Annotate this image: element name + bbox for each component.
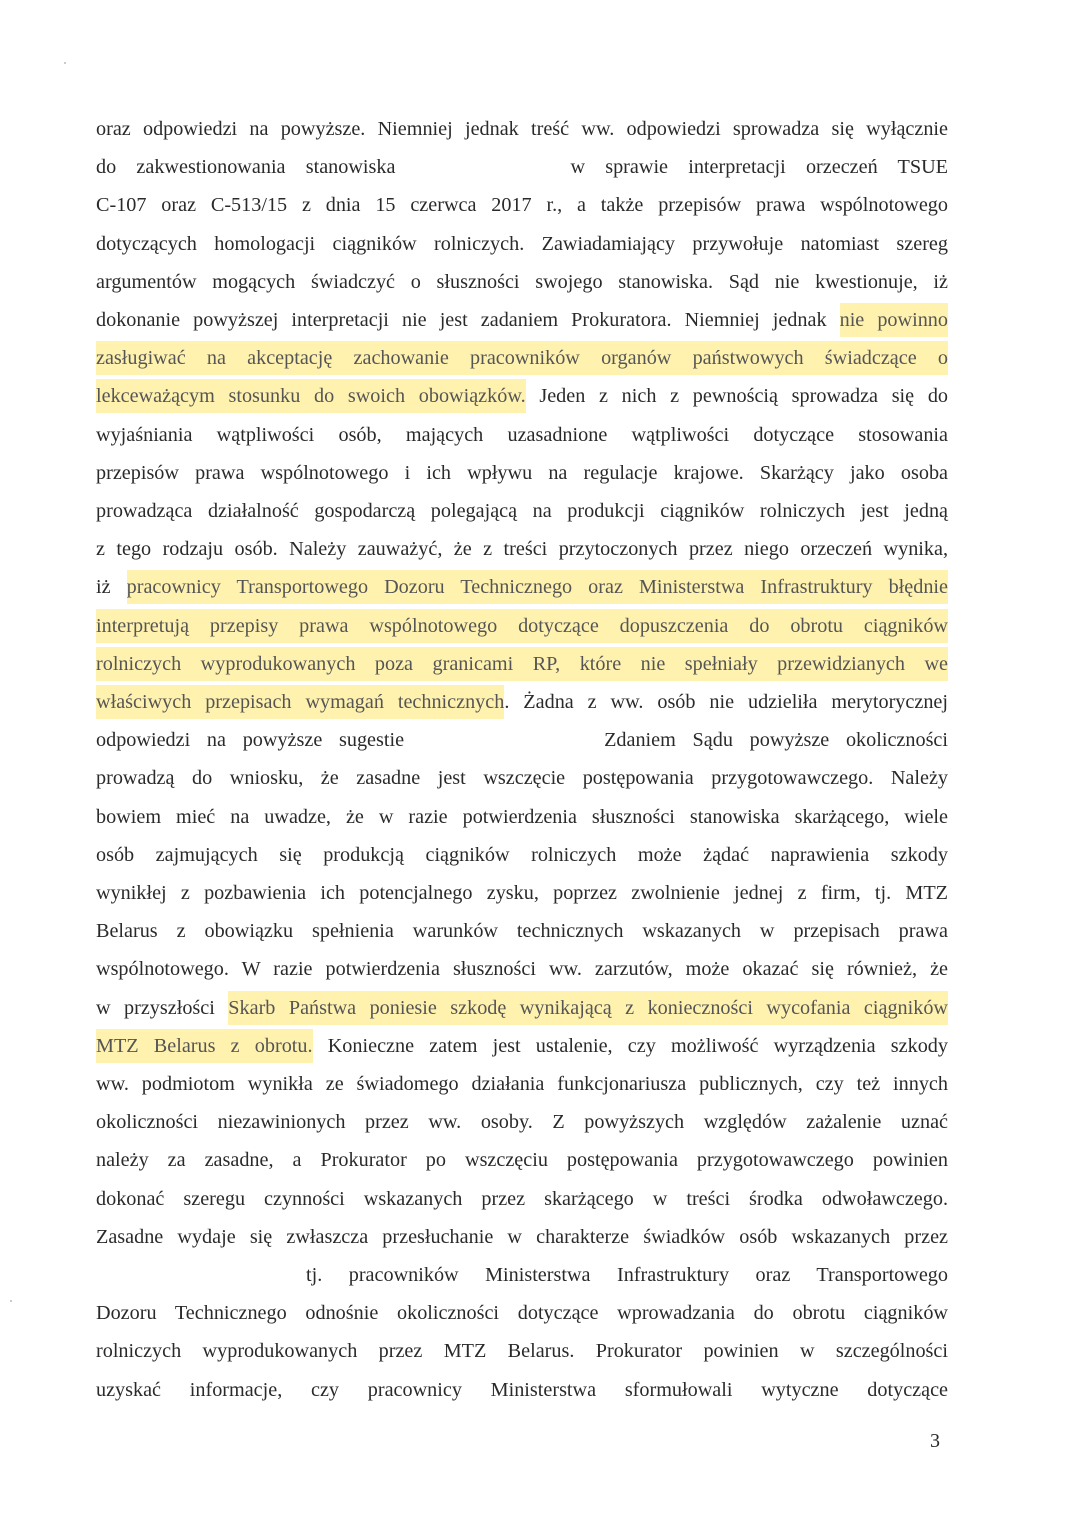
text-run: C-107 oraz C-513/15 z dnia 15 czerwca 2017 r., a także przepisów prawa wspólnotowego <box>96 194 948 217</box>
highlighted-text: nie powinno <box>840 303 948 337</box>
text-line <box>96 460 948 486</box>
text-run: należy za zasadne, a Prokurator po wszczęciu postępowania przygotowawczego powinien <box>96 1149 948 1172</box>
text-line <box>96 1377 948 1403</box>
text-line <box>96 1186 948 1212</box>
scan-speck <box>10 1300 12 1302</box>
highlighted-text: lekceważącym stosunku do swoich obowiązków. <box>96 379 526 413</box>
text-line <box>96 689 948 715</box>
text-run: osób zajmujących się produkcją ciągników rolniczych może żądać naprawienia szkody <box>96 843 948 866</box>
highlighted-text: interpretują przepisy prawa wspólnotowego dotyczące dopuszczenia do obrotu ciągników <box>96 609 948 643</box>
text-line <box>96 307 948 333</box>
text-line <box>96 956 948 982</box>
text-run: w sprawie interpretacji orzeczeń TSUE <box>570 156 948 179</box>
highlighted-text: rolniczych wyprodukowanych poza granicami RP, które nie spełniały przewidzianych we <box>96 647 948 681</box>
text-run: do zakwestionowania stanowiska <box>96 156 396 179</box>
text-run: ww. podmiotom wynikła ze świadomego działania funkcjonariusza publicznych, czy też innych <box>96 1073 948 1095</box>
highlighted-text: pracownicy Transportowego Dozoru Technicznego oraz Ministerstwa Infrastruktury błędnie <box>127 570 948 604</box>
text-run: okoliczności niezawinionych przez ww. osoby. Z powyższych względów zażalenie uznać <box>96 1111 948 1134</box>
text-run: Dozoru Technicznego odnośnie okoliczności dotyczące wprowadzania do obrotu ciągników <box>96 1302 948 1325</box>
highlighted-text: Skarb Państwa poniesie szkodę wynikającą z konieczności wycofania ciągników <box>228 991 948 1025</box>
text-line <box>96 1147 948 1173</box>
text-line <box>96 995 948 1021</box>
scan-speck <box>64 62 66 64</box>
text-run: prowadzą do wniosku, że zasadne jest wszczęcie postępowania przygotowawczego. Należy <box>96 767 948 790</box>
text-run: w przyszłości <box>96 996 229 1019</box>
text-run: iż <box>96 576 127 599</box>
text-run: Belarus z obowiązku spełnienia warunków technicznych wskazanych w przepisach prawa <box>96 920 948 943</box>
highlighted-text: zasługiwać na akceptację zachowanie pracowników organów państwowych świadczące o <box>96 341 948 375</box>
text-line <box>96 1033 948 1059</box>
text-line <box>96 498 948 524</box>
text-line <box>96 1071 948 1097</box>
text-run: uzyskać informacje, czy pracownicy Ministerstwa sformułowali wytyczne dotyczące <box>96 1378 948 1401</box>
text-line <box>96 574 948 600</box>
text-run: prowadząca działalność gospodarczą polegającą na produkcji ciągników rolniczych jest jedną <box>96 500 948 522</box>
text-run: wspólnotowego. W razie potwierdzenia słuszności ww. zarzutów, może okazać się również, że <box>96 958 948 981</box>
text-line <box>96 422 948 448</box>
text-line <box>96 842 948 868</box>
text-run: dotyczących homologacji ciągników rolniczych. Zawiadamiający przywołuje natomiast szereg <box>96 232 948 255</box>
text-line <box>96 1224 948 1250</box>
text-line <box>96 727 948 753</box>
text-line <box>96 154 948 180</box>
text-line <box>96 116 948 142</box>
highlighted-text: właściwych przepisach wymagań technicznych <box>96 685 504 719</box>
text-run: z tego rodzaju osób. Należy zauważyć, że z treści przytoczonych przez niego orzeczeń wynika, <box>96 538 948 561</box>
text-run: Zasadne wydaje się zwłaszcza przesłuchanie w charakterze świadków osób wskazanych przez <box>96 1225 948 1248</box>
text-line <box>96 269 948 295</box>
text-line <box>96 383 948 409</box>
text-line <box>96 651 948 677</box>
text-line <box>96 345 948 371</box>
highlighted-text: MTZ Belarus z obrotu. <box>96 1029 313 1063</box>
text-run: oraz odpowiedzi na powyższe. Niemniej jednak treść ww. odpowiedzi sprowadza się wyłącznie <box>96 118 948 140</box>
text-run: dokonanie powyższej interpretacji nie jest zadaniem Prokuratora. Niemniej jednak <box>96 309 840 331</box>
text-run: odpowiedzi na powyższe sugestie <box>96 729 405 752</box>
text-line <box>96 804 948 830</box>
text-line <box>96 192 948 218</box>
text-run: Konieczne zatem jest ustalenie, czy możliwość wyrządzenia szkody <box>312 1034 948 1057</box>
text-run: tj. pracowników Ministerstwa Infrastruktury oraz Transportowego <box>306 1264 948 1286</box>
text-run: argumentów mogących świadczyć o słuszności swojego stanowiska. Sąd nie kwestionuje, iż <box>96 270 948 293</box>
text-line <box>96 1109 948 1135</box>
text-run: Zdaniem Sądu powyższe okoliczności <box>604 729 948 752</box>
text-line <box>96 1262 948 1288</box>
text-line <box>96 1338 948 1364</box>
text-run: przepisów prawa wspólnotowego i ich wpływu na regulacje krajowe. Skarżący jako osoba <box>96 461 948 484</box>
text-line <box>96 613 948 639</box>
text-line <box>96 1300 948 1326</box>
text-run: Jeden z nich z pewnością sprowadza się do <box>525 385 949 408</box>
text-line <box>96 880 948 906</box>
text-run: rolniczych wyprodukowanych przez MTZ Belarus. Prokurator powinien w szczególności <box>96 1340 948 1363</box>
text-run: . Żadna z ww. osób nie udzieliła merytorycznej <box>504 691 948 713</box>
text-line <box>96 765 948 791</box>
text-line <box>96 536 948 562</box>
text-run: bowiem mieć na uwadze, że w razie potwierdzenia słuszności stanowiska skarżącego, wiele <box>96 805 948 828</box>
text-run: wynikłej z pozbawienia ich potencjalnego zysku, poprzez zwolnienie jednej z firm, tj. MTZ <box>96 882 948 904</box>
text-line <box>96 918 948 944</box>
text-run: dokonać szeregu czynności wskazanych przez skarżącego w treści środka odwoławczego. <box>96 1187 948 1210</box>
text-line <box>96 231 948 257</box>
page-number: 3 <box>930 1430 940 1452</box>
text-run: wyjaśniania wątpliwości osób, mających uzasadnione wątpliwości dotyczące stosowania <box>96 423 948 446</box>
